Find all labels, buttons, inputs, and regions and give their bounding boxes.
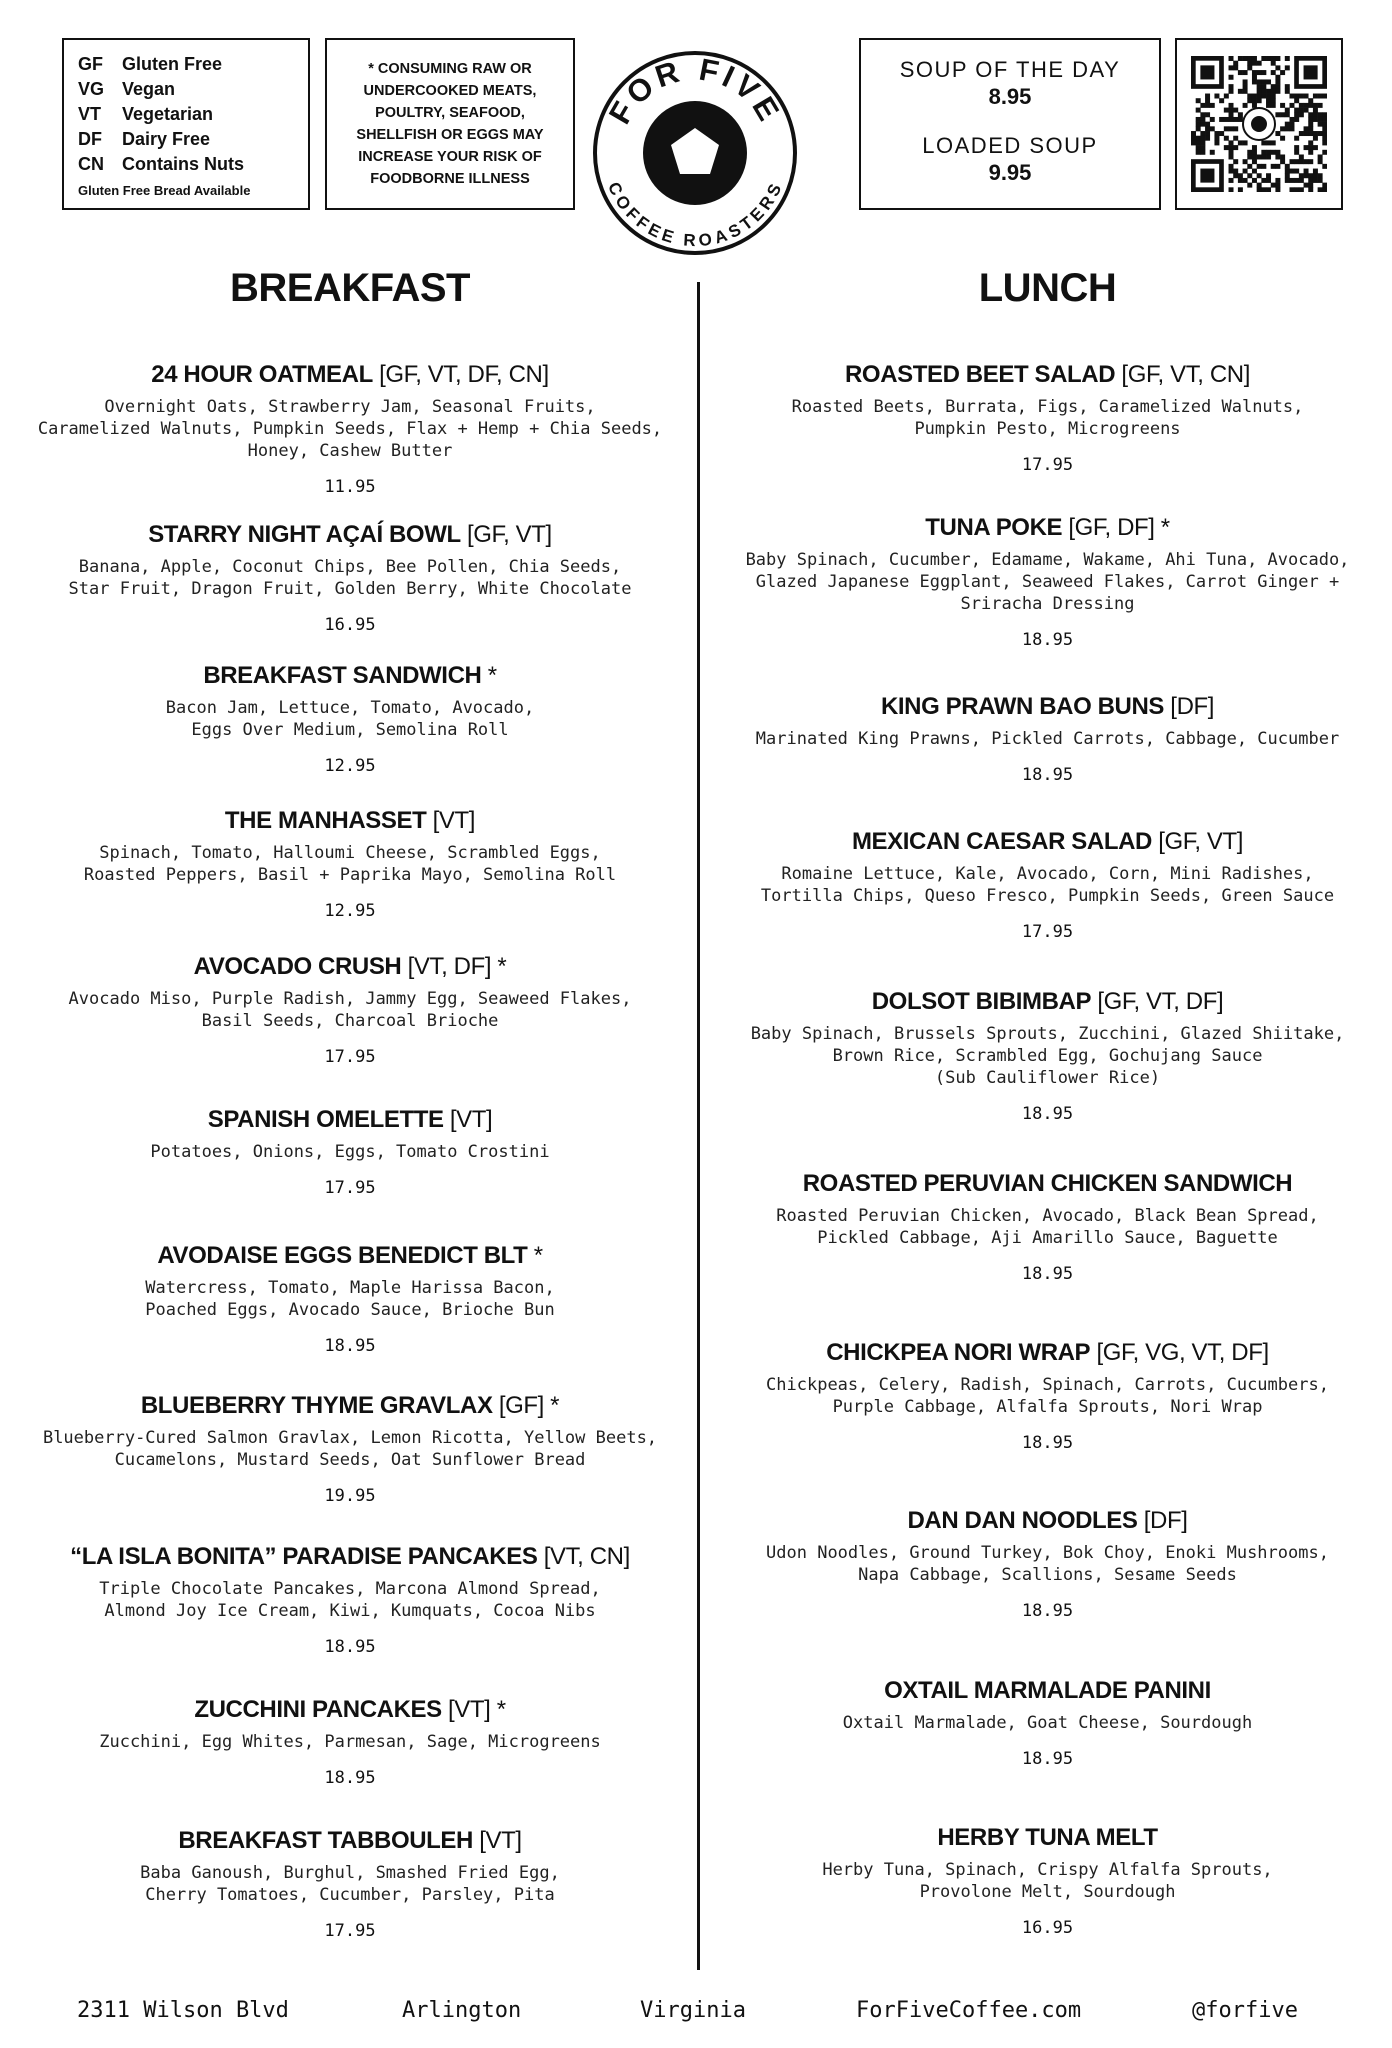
footer-social-handle[interactable]: @forfive [1192,1998,1298,2023]
legend-row [78,127,294,152]
menu-item-tags: [DF] [1137,1507,1188,1534]
legend-note: Gluten Free Bread Available [78,183,251,198]
menu-item-price: 18.95 [1021,1104,1074,1124]
menu-item [725,1338,1370,1454]
legend-code: VT [78,104,102,124]
menu-item-tags: [GF, VT, DF, CN] [372,361,549,388]
legend-label: Vegetarian [122,104,214,124]
menu-item [725,1823,1370,1939]
menu-item-tags: [GF] * [492,1392,560,1419]
menu-item-description: Overnight Oats, Strawberry Jam, Seasonal Fruits, Caramelized Walnuts, Pumpkin Seeds, Flax + Hemp + Chia Seeds, Honey, Cashew Butter [37,397,663,461]
legend-row [78,152,294,177]
menu-item-title [20,1105,680,1135]
menu-item-price: 18.95 [1021,1601,1074,1621]
menu-item-title [725,1676,1370,1706]
menu-item-name: DAN DAN NOODLES [907,1507,1138,1534]
menu-item-description: Baby Spinach, Cucumber, Edamame, Wakame, Ahi Tuna, Avocado, Glazed Japanese Eggplant, Seaweed Flakes, Carrot Ginger + Sriracha Dressing [745,550,1350,614]
menu-item-name: OXTAIL MARMALADE PANINI [884,1677,1211,1704]
menu-item-description: Oxtail Marmalade, Goat Cheese, Sourdough [842,1713,1253,1733]
legend-code: VG [78,79,105,99]
menu-item-tags: * [527,1242,543,1269]
menu-item-name: BLUEBERRY THYME GRAVLAX [140,1392,493,1419]
footer-website[interactable]: ForFiveCoffee.com [856,1998,1082,2023]
menu-item-price: 12.95 [324,756,376,776]
menu-item-name: STARRY NIGHT AÇAÍ BOWL [148,521,461,548]
menu-item [20,1105,680,1199]
brand-logo [592,50,798,256]
legend-label: Vegan [122,79,176,99]
column-divider [697,282,700,1970]
menu-item-tags: * [481,662,497,689]
menu-item-name: MEXICAN CAESAR SALAD [851,828,1152,855]
menu-item-name: SPANISH OMELETTE [207,1106,444,1133]
menu-item-description: Potatoes, Onions, Eggs, Tomato Crostini [150,1142,550,1162]
qr-code-icon[interactable] [1191,56,1327,192]
soup-of-day-price: 8.95 [988,84,1032,109]
menu-item-description: Marinated King Prawns, Pickled Carrots, Cabbage, Cucumber [755,729,1340,749]
menu-item [20,806,680,922]
menu-item-price: 17.95 [324,1047,376,1067]
dietary-legend [62,38,310,210]
menu-item-tags: [VT, CN] [537,1543,630,1570]
legend-code: DF [78,129,102,149]
menu-item-title [20,360,680,390]
menu-item-title [725,827,1370,857]
menu-item-tags: [GF, VT] [460,521,552,548]
menu-item-title [20,1826,680,1856]
legend-row [78,77,294,102]
menu-item-title [20,952,680,982]
soup-box [859,38,1161,210]
menu-item-tags: [DF] [1164,693,1215,720]
menu-item [20,1695,680,1789]
menu-item-name: HERBY TUNA MELT [937,1824,1158,1851]
menu-item-price: 18.95 [324,1768,376,1788]
menu-item-name: ROASTED BEET SALAD [845,361,1116,388]
menu-item-price: 18.95 [1021,765,1074,785]
legend-label: Gluten Free [122,54,223,74]
footer-state: Virginia [640,1998,746,2023]
menu-item-tags: [GF, VG, VT, DF] [1090,1339,1269,1366]
menu-item [725,360,1370,476]
menu-item-description: Blueberry-Cured Salmon Gravlax, Lemon Ricotta, Yellow Beets, Cucamelons, Mustard Seeds, Oat Sunflower Bread [42,1428,658,1470]
logo-bottom-text: COFFEE ROASTERS [603,179,787,251]
legend-code: GF [78,54,103,74]
menu-item-name: CHICKPEA NORI WRAP [826,1339,1091,1366]
menu-item-description: Baby Spinach, Brussels Sprouts, Zucchini, Glazed Shiitake, Brown Rice, Scrambled Egg, Gochujang Sauce (Sub Cauliflower Rice) [750,1024,1345,1088]
menu-item-title [20,520,680,550]
menu-item-price: 18.95 [1021,1264,1074,1284]
soup-of-day-label: SOUP OF THE DAY [899,57,1121,82]
menu-item-description: Spinach, Tomato, Halloumi Cheese, Scrambled Eggs, Roasted Peppers, Basil + Paprika Mayo, Semolina Roll [83,843,617,885]
menu-item [20,952,680,1068]
menu-item-description: Baba Ganoush, Burghul, Smashed Fried Egg, Cherry Tomatoes, Cucumber, Parsley, Pita [140,1863,560,1905]
menu-item-name: “LA ISLA BONITA” PARADISE PANCAKES [70,1543,538,1570]
menu-item-title [20,806,680,836]
menu-item-tags: [VT] [443,1106,493,1133]
menu-item-price: 17.95 [1021,455,1074,475]
menu-item-tags: [GF, VT] [1151,828,1244,855]
breakfast-title: BREAKFAST [230,266,470,310]
menu-item-description: Triple Chocolate Pancakes, Marcona Almond Spread, Almond Joy Ice Cream, Kiwi, Kumquats, Cocoa Nibs [99,1579,601,1621]
menu-item-name: 24 HOUR OATMEAL [151,361,373,388]
menu-item-title [20,1695,680,1725]
menu-item-name: THE MANHASSET [224,807,427,834]
menu-item [725,1169,1370,1285]
menu-item-description: Bacon Jam, Lettuce, Tomato, Avocado, Eggs Over Medium, Semolina Roll [165,698,535,740]
menu-item [20,1826,680,1942]
menu-item [20,1542,680,1658]
menu-item [20,661,680,777]
footer [0,1998,1392,2028]
legend-code: CN [78,154,104,174]
loaded-soup-label: LOADED SOUP [922,133,1098,158]
menu-item [20,1391,680,1507]
footer-city: Arlington [402,1998,522,2023]
menu-item-price: 19.95 [324,1486,376,1506]
menu-item-price: 17.95 [324,1921,376,1941]
menu-item-name: BREAKFAST TABBOULEH [178,1827,473,1854]
menu-item-name: AVODAISE EGGS BENEDICT BLT [157,1242,528,1269]
menu-item-description: Roasted Beets, Burrata, Figs, Caramelized Walnuts, Pumpkin Pesto, Microgreens [791,397,1304,439]
menu-item-title [20,661,680,691]
menu-item [725,987,1370,1125]
menu-item-tags: [GF, VT, DF] [1091,988,1224,1015]
menu-item-title [725,987,1370,1017]
menu-item-tags: [VT] [426,807,476,834]
menu-item [725,1506,1370,1622]
lunch-section [725,258,1370,1938]
menu-item-name: BREAKFAST SANDWICH [203,662,482,689]
menu-item-price: 16.95 [1021,1918,1074,1938]
menu-item-title [20,1241,680,1271]
menu-item-title [20,1391,680,1421]
menu-item-price: 18.95 [324,1637,376,1657]
menu-item-name: ZUCCHINI PANCAKES [194,1696,442,1723]
menu-item-name: ROASTED PERUVIAN CHICKEN SANDWICH [802,1170,1293,1197]
menu-item-title [725,513,1370,543]
menu-item-tags: [GF, VT, CN] [1115,361,1250,388]
loaded-soup-price: 9.95 [988,160,1032,185]
menu-item-description: Avocado Miso, Purple Radish, Jammy Egg, Seaweed Flakes, Basil Seeds, Charcoal Brioche [68,989,632,1031]
legend-label: Dairy Free [122,129,211,149]
menu-item-price: 12.95 [324,901,376,921]
warning-text: * CONSUMING RAW OR UNDERCOOKED MEATS, POULTRY, SEAFOOD, SHELLFISH OR EGGS MAY INCREASE YOUR RISK OF FOODBORNE ILLNESS [356,61,544,187]
menu-item-title [725,1506,1370,1536]
menu-item-description: Herby Tuna, Spinach, Crispy Alfalfa Sprouts, Provolone Melt, Sourdough [822,1860,1273,1902]
menu-item-description: Banana, Apple, Coconut Chips, Bee Pollen, Chia Seeds, Star Fruit, Dragon Fruit, Golden Berry, White Chocolate [68,557,632,599]
menu-item-tags: [VT] [472,1827,522,1854]
menu-item-title [725,1338,1370,1368]
menu-item-title [725,1169,1370,1199]
menu-item [725,692,1370,786]
menu-item-title [725,360,1370,390]
menu-item-price: 18.95 [1021,630,1074,650]
menu-item-description: Udon Noodles, Ground Turkey, Bok Choy, Enoki Mushrooms, Napa Cabbage, Scallions, Sesame Seeds [766,1543,1329,1585]
menu-item-description: Roasted Peruvian Chicken, Avocado, Black Bean Spread, Pickled Cabbage, Aji Amarillo Sauce, Baguette [776,1206,1319,1248]
menu-item-tags: [VT, DF] * [401,953,507,980]
menu-item-price: 18.95 [1021,1433,1074,1453]
menu-item-price: 17.95 [324,1178,376,1198]
menu-item [20,520,680,636]
menu-item [725,827,1370,943]
menu-item-description: Chickpeas, Celery, Radish, Spinach, Carrots, Cucumbers, Purple Cabbage, Alfalfa Sprouts, Nori Wrap [766,1375,1329,1417]
logo-top-text: FOR FIVE [601,51,789,130]
food-safety-warning [325,38,575,210]
qr-box [1175,38,1343,210]
menu-item-description: Romaine Lettuce, Kale, Avocado, Corn, Mini Radishes, Tortilla Chips, Queso Fresco, Pumpkin Seeds, Green Sauce [760,864,1335,906]
menu-item-price: 17.95 [1021,922,1074,942]
legend-label: Contains Nuts [122,154,245,174]
menu-item-title [725,1823,1370,1853]
menu-item-tags: [VT] * [441,1696,506,1723]
menu-item-price: 16.95 [324,615,376,635]
menu-item-description: Zucchini, Egg Whites, Parmesan, Sage, Microgreens [99,1732,601,1752]
menu-item-price: 11.95 [324,477,376,497]
menu-item-name: DOLSOT BIBIMBAP [871,988,1092,1015]
menu-item-name: KING PRAWN BAO BUNS [880,693,1165,720]
menu-item-title [725,692,1370,722]
menu-item [20,1241,680,1357]
legend-row [78,102,294,127]
menu-item [20,360,680,498]
breakfast-section [20,258,680,1941]
menu-item-name: AVOCADO CRUSH [193,953,402,980]
legend-row [78,52,294,77]
menu-item [725,513,1370,651]
menu-item-description: Watercress, Tomato, Maple Harissa Bacon, Poached Eggs, Avocado Sauce, Brioche Bun [145,1278,555,1320]
lunch-title: LUNCH [978,266,1117,310]
menu-item-tags: [GF, DF] * [1062,514,1170,541]
menu-item-price: 18.95 [324,1336,376,1356]
menu-item-price: 18.95 [1021,1749,1074,1769]
menu-item [725,1676,1370,1770]
footer-address: 2311 Wilson Blvd [77,1998,289,2023]
menu-item-name: TUNA POKE [925,514,1063,541]
menu-item-title [20,1542,680,1572]
